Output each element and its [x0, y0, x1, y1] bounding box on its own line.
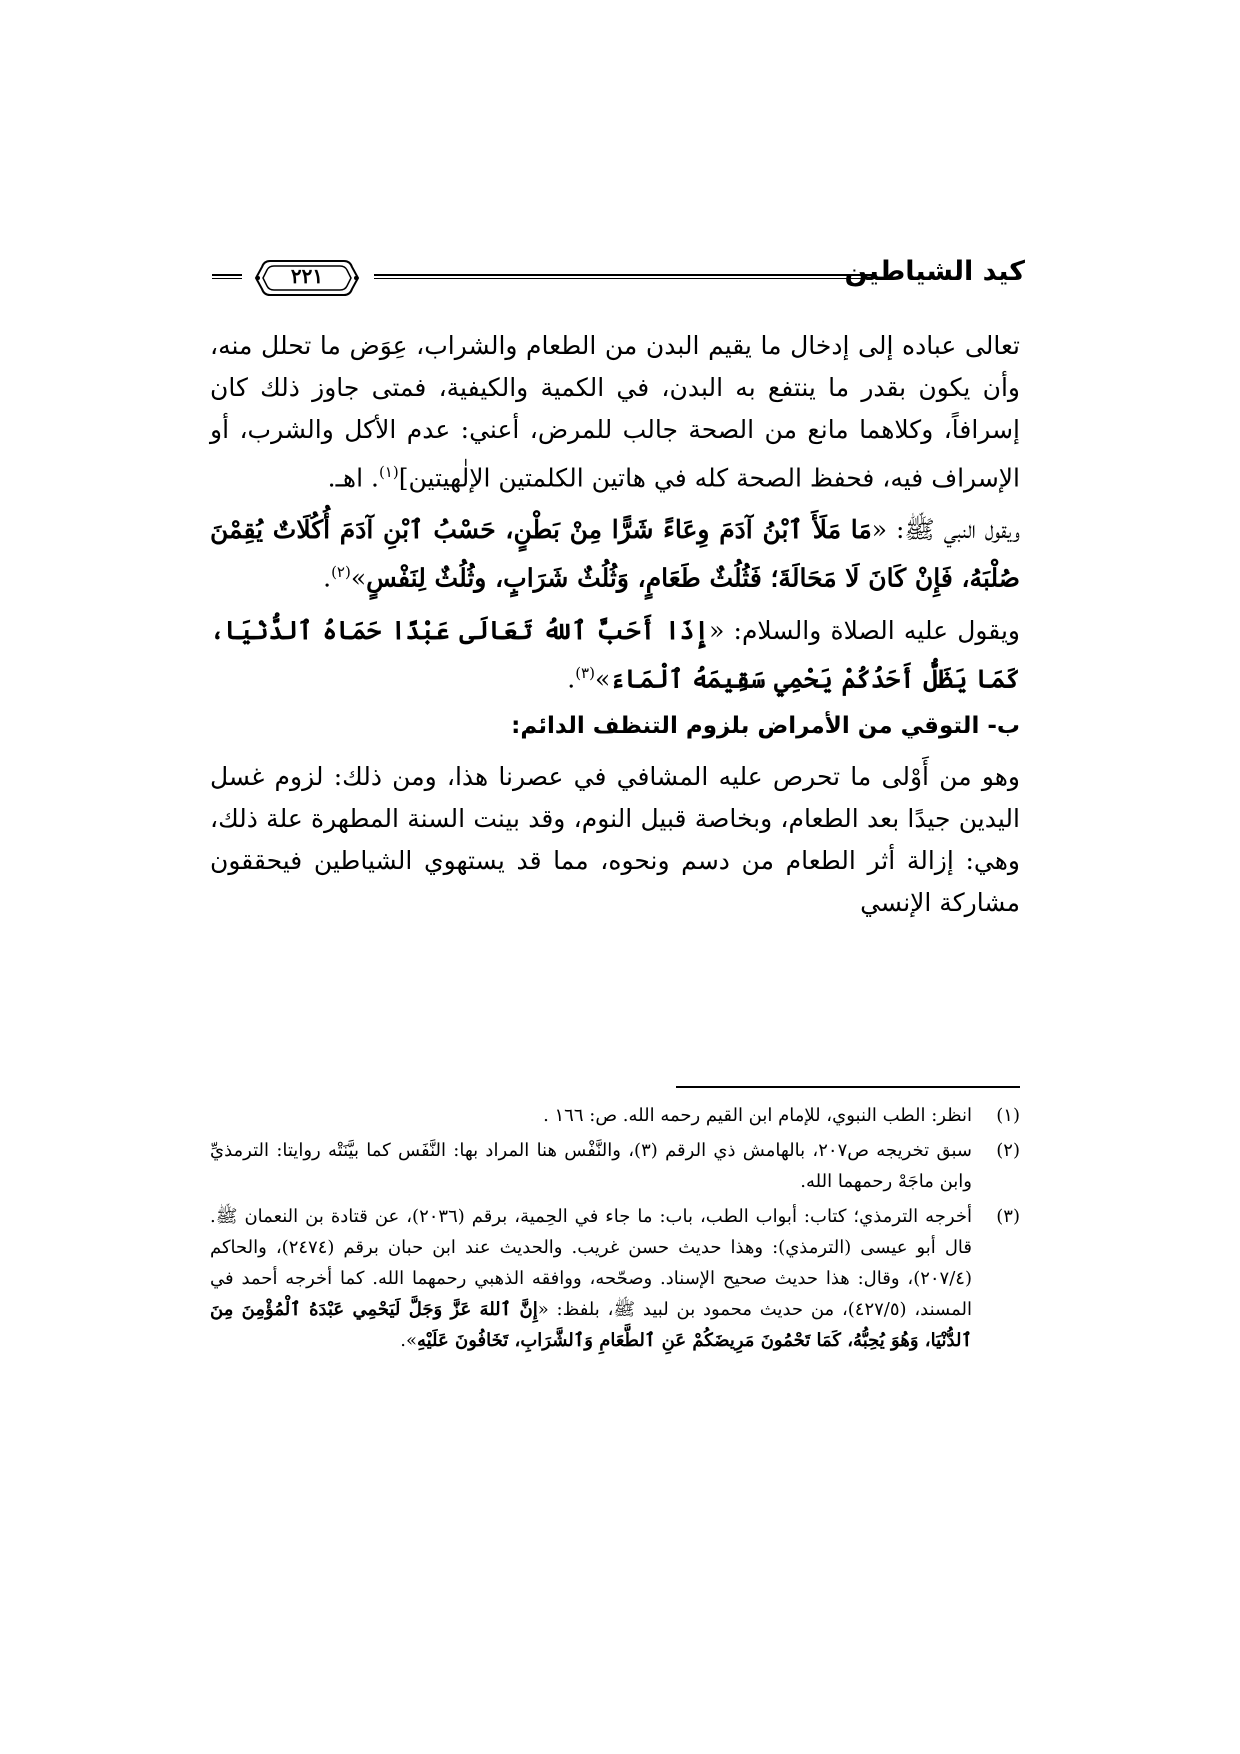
main-text — [210, 325, 1020, 924]
footnote-number: (١) — [996, 1105, 1020, 1126]
header-rule-left — [212, 274, 242, 279]
footnote-ref-1: (١) — [378, 463, 399, 481]
footnote-ref-2: (٢) — [331, 563, 351, 582]
paragraph-4: وهو من أَوْلى ما تحرص عليه المشافي في عصرنا هذا، ومن ذلك: لزوم غسل اليدين جيدًا بعد الطعام، وبخاصة قبيل النوم، وقد بينت السنة المطهرة علة ذلك، وهي: إزالة أثر الطعام من دسم ونحوه، مما قد يستهوي الشياطين فيحققون مشاركة الإنسي — [210, 761, 1020, 917]
header-rule — [374, 274, 875, 279]
footnote-text: انظر: الطب النبوي، للإمام ابن القيم رحمه الله. ص: ١٦٦ . — [543, 1105, 972, 1126]
footnote-text: أخرجه الترمذي؛ كتاب: أبواب الطب، باب: ما جاء في الحِمية، برقم (٢٠٣٦)، عن قتادة بن النعمان ﷺ. قال أبو عيسى (الترمذي): وهذا حديث حسن غريب. والحديث عند ابن حبان برقم (٢٤٧٤)، والحاكم (٢٠٧/٤)، وقال: هذا حديث صحيح الإسناد. وصحّحه، ووافقه الذهبي رحمهما الله. كما أخرجه أحمد في المسند، (٤٢٧/٥)، من حديث محمود بن لبيد ﷺ، بلفظ: « — [210, 1206, 972, 1320]
page-header — [200, 248, 1025, 304]
section-subheading: ب- التوقي من الأمراض بلزوم التنظف الدائم: — [511, 712, 1020, 739]
footnote-ref-3: (٣) — [575, 663, 595, 682]
footnote-hadith-quote: إِنَّ ٱللهَ عَزَّ وَجَلَّ لَيَحْمِي عَبْدَهُ ٱلْمُؤْمِنَ مِنَ ٱلدُّنْيَا، وَهُوَ يُحِبُّهُ، كَمَا تَحْمُونَ مَرِيضَكُمْ عَنِ ٱلطَّعَامِ وَٱلشَّرَابِ، تَخَافُونَ عَلَيْهِ — [210, 1299, 972, 1351]
footnote-separator — [676, 1086, 1020, 1088]
footnote-text: سبق تخريجه ص٢٠٧، بالهامش ذي الرقم (٣)، والنَّفْس هنا المراد بها: النَّفَس كما بيَّنَتْه روايتا: الترمذيِّ وابن ماجَهْ رحمهما الله. — [210, 1140, 972, 1192]
paragraph-1: تعالى عباده إلى إدخال ما يقيم البدن من الطعام والشراب، عِوَض ما تحلل منه، وأن يكون بقدر ما ينتفع به البدن، في الكمية والكيفية، فمتى جاوز ذلك كان إسرافاً، وكلاهما مانع من الصحة جالب للمرض، أعني: عدم الأكل والشرب، أو الإسراف فيه، فحفظ الصحة كله في هاتين الكلمتين الإلٰهيتين]$^{(١)}$. اهـ. — [210, 331, 1020, 493]
footnotes — [210, 1100, 1020, 1360]
running-title: كيد الشياطين — [844, 256, 1025, 287]
page-number: ٢٢١ — [290, 264, 324, 288]
hadith-quote-2: إِذَا أَحَبَّ ٱللهُ تَعَالَى عَبْدًا حَمَاهُ ٱلدُّنْيَا، كَمَا يَظَلُّ أَحَدُكُمْ يَحْمِي سَقِيمَهُ ٱلْمَاءَ — [210, 615, 1020, 693]
footnote-1 — [210, 1100, 1020, 1131]
paragraph-3: ويقول عليه الصلاة والسلام: «إِذَا أَحَبَّ ٱللهُ تَعَالَى عَبْدًا حَمَاهُ ٱلدُّنْيَا، كَمَا يَظَلُّ أَحَدُكُمْ يَحْمِي سَقِيمَهُ ٱلْمَاءَ»$^{(٣)}$. — [210, 615, 1020, 693]
footnote-3: (٣) أخرجه الترمذي؛ كتاب: أبواب الطب، باب: ما جاء في الحِمية، برقم (٢٠٣٦)، عن قتادة بن النعمان ﷺ. قال أبو عيسى (الترمذي): وهذا حديث حسن غريب. والحديث عند ابن حبان برقم (٢٤٧٤)، والحاكم (٢٠٧/٤)، وقال: هذا حديث صحيح الإسناد. وصحّحه، ووافقه الذهبي رحمهما الله. كما أخرجه أحمد في المسند، (٤٢٧/٥)، من حديث محمود بن لبيد ﷺ، بلفظ: «إِنَّ ٱللهَ عَزَّ وَجَلَّ لَيَحْمِي عَبْدَهُ ٱلْمُؤْمِنَ مِنَ ٱلدُّنْيَا، وَهُوَ يُحِبُّهُ، كَمَا تَحْمُونَ مَرِيضَكُمْ عَنِ ٱلطَّعَامِ وَٱلشَّرَابِ، تَخَافُونَ عَلَيْهِ». — [210, 1201, 1020, 1356]
footnote-2 — [210, 1135, 1020, 1197]
page-number-frame — [252, 258, 362, 298]
footnote-number: (٣) — [996, 1206, 1020, 1227]
hadith-quote-1: مَا مَلَأَ ٱبْنُ آدَمَ وِعَاءً شَرًّا مِنْ بَطْنٍ، حَسْبُ ٱبْنِ آدَمَ أُكُلَاتٌ يُقِمْنَ صُلْبَهُ، فَإِنْ كَانَ لَا مَحَالَةَ؛ فَثُلُثٌ طَعَامٍ، وَثُلُثٌ شَرَابٍ، وثُلُثٌ لِنَفْسٍ — [210, 515, 1020, 593]
footnote-number: (٢) — [996, 1140, 1020, 1161]
paragraph-2: ويقول النبي ﷺ: «مَا مَلَأَ ٱبْنُ آدَمَ وِعَاءً شَرًّا مِنْ بَطْنٍ، حَسْبُ ٱبْنِ آدَمَ أُكُلَاتٌ يُقِمْنَ صُلْبَهُ، فَإِنْ كَانَ لَا مَحَالَةَ؛ فَثُلُثٌ طَعَامٍ، وَثُلُثٌ شَرَابٍ، وثُلُثٌ لِنَفْسٍ»$^{(٢)}$. — [210, 515, 1020, 593]
